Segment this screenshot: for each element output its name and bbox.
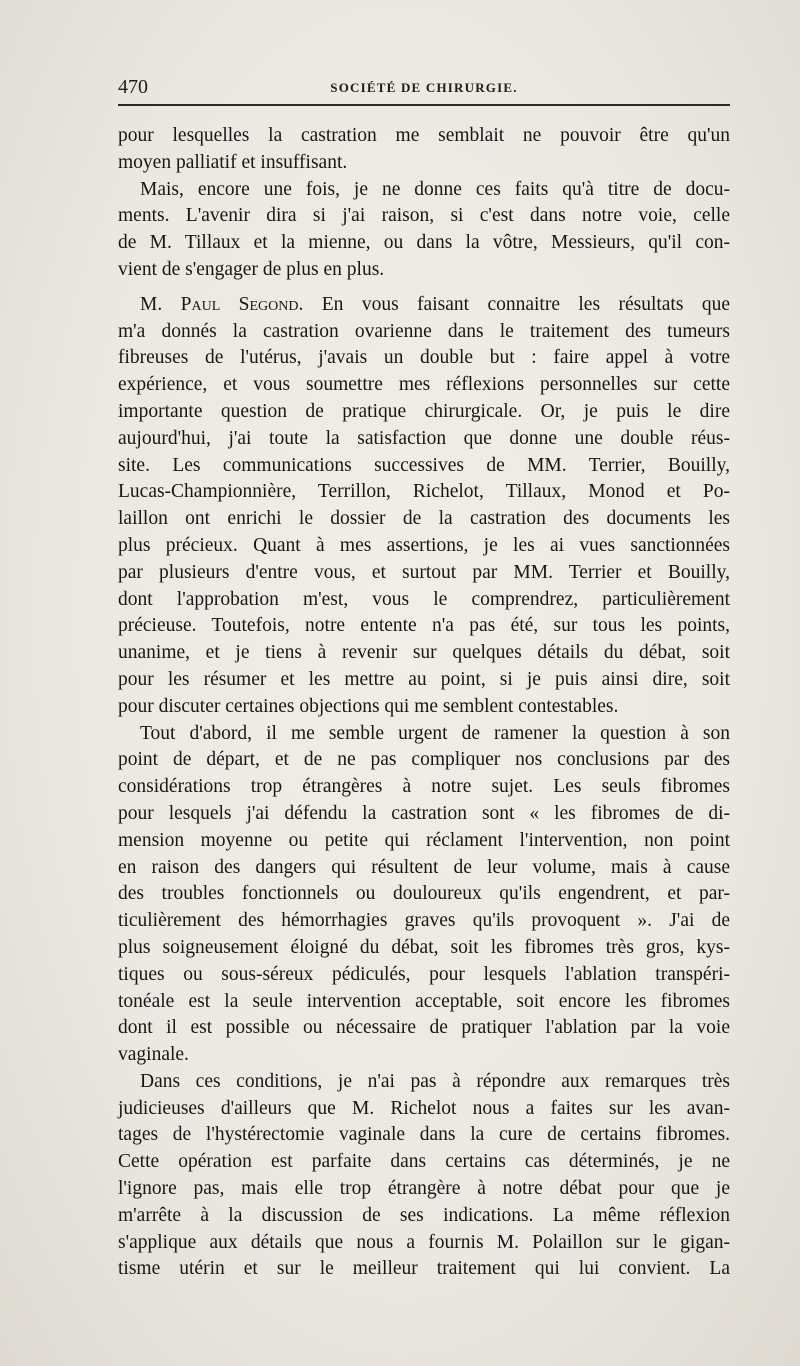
text-line: l'ignore pas, mais elle trop étrangère à notre débat pour que je bbox=[118, 1178, 730, 1200]
header-rule bbox=[118, 104, 730, 106]
text-line: mension moyenne ou petite qui réclament l'intervention, non point bbox=[118, 829, 730, 851]
text-line: m'arrête à la discussion de ses indications. La même réflexion bbox=[118, 1204, 730, 1226]
text-line: m'a donnés la castration ovarienne dans le traitement des tumeurs bbox=[118, 320, 730, 342]
text-line: expérience, et vous soumettre mes réflexions personnelles sur cette bbox=[118, 374, 730, 396]
text-line: tages de l'hystérectomie vaginale dans la cure de certains fibromes. bbox=[118, 1124, 730, 1146]
paragraph-3 bbox=[118, 292, 730, 721]
text-line: considérations trop étrangères à notre sujet. Les seuls fibromes bbox=[118, 776, 730, 798]
text-line: site. Les communications successives de MM. Terrier, Bouilly, bbox=[118, 454, 730, 476]
text-line: importante question de pratique chirurgicale. Or, je puis le dire bbox=[118, 400, 730, 422]
text-line: Tout d'abord, il me semble urgent de ramener la question à son bbox=[140, 722, 730, 744]
text-line: dont il est possible ou nécessaire de pratiquer l'ablation par la voie bbox=[118, 1017, 730, 1039]
text-line: par plusieurs d'entre vous, et surtout par MM. Terrier et Bouilly, bbox=[118, 561, 730, 583]
text-line: pour lesquels j'ai défendu la castration sont « les fibromes de di- bbox=[118, 802, 730, 824]
paragraph-4 bbox=[118, 721, 730, 1069]
text-line: vient de s'engager de plus en plus. bbox=[118, 258, 385, 280]
text-line: pour les résumer et les mettre au point, si je puis ainsi dire, soit bbox=[118, 668, 730, 690]
paragraph-2 bbox=[118, 177, 730, 284]
text-line: ments. L'avenir dira si j'ai raison, si c'est dans notre voie, celle bbox=[118, 205, 730, 227]
text-line: précieuse. Toutefois, notre entente n'a pas été, sur tous les points, bbox=[118, 615, 730, 637]
text-line: dont l'approbation m'est, vous le comprendrez, particulièrement bbox=[118, 588, 730, 610]
text-line: pour lesquelles la castration me semblait ne pouvoir être qu'un bbox=[118, 125, 730, 146]
text-line: Lucas-Championnière, Terrillon, Richelot, Tillaux, Monod et Po- bbox=[118, 481, 730, 503]
paragraph-1 bbox=[118, 123, 730, 177]
text-line: fibreuses de l'utérus, j'avais un double but : faire appel à votre bbox=[118, 347, 730, 369]
text-line: en raison des dangers qui résultent de leur volume, mais à cause bbox=[118, 856, 730, 878]
text-line: moyen palliatif et insuffisant. bbox=[118, 151, 348, 173]
text-line: En vous faisant connaitre les résultats que bbox=[321, 293, 730, 315]
text-line: aujourd'hui, j'ai toute la satisfaction que donne une double réus- bbox=[118, 427, 730, 449]
text-line: unanime, et je tiens à revenir sur quelques détails du débat, soit bbox=[118, 642, 730, 664]
text-line: Cette opération est parfaite dans certains cas déterminés, je ne bbox=[118, 1151, 730, 1173]
page-header bbox=[118, 76, 730, 100]
speaker-name: Paul Segond. bbox=[180, 293, 304, 315]
text-line: Dans ces conditions, je n'ai pas à répondre aux remarques très bbox=[140, 1070, 730, 1092]
text-line: point de départ, et de ne pas compliquer nos conclusions par des bbox=[118, 749, 730, 771]
speaker-line bbox=[118, 292, 730, 319]
text-line: Mais, encore une fois, je ne donne ces faits qu'à titre de docu- bbox=[140, 178, 730, 200]
text-line: tiques ou sous-séreux pédiculés, pour lesquels l'ablation transpéri- bbox=[118, 963, 730, 985]
text-line: tisme utérin et sur le meilleur traitement qui lui convient. La bbox=[118, 1258, 730, 1280]
text-line: judicieuses d'ailleurs que M. Richelot nous a faites sur les avan- bbox=[118, 1097, 730, 1119]
paragraph-5 bbox=[118, 1069, 730, 1283]
text-line: des troubles fonctionnels ou douloureux qu'ils engendrent, et par- bbox=[118, 883, 730, 905]
running-head: SOCIÉTÉ DE CHIRURGIE. bbox=[330, 80, 518, 95]
text-line: plus soigneusement éloigné du débat, soit les fibromes très gros, kys- bbox=[118, 936, 730, 958]
text-line: s'applique aux détails que nous a fournis M. Polaillon sur le gigan- bbox=[118, 1231, 730, 1253]
speaker-prefix: M. bbox=[140, 293, 163, 315]
text-line: vaginale. bbox=[118, 1044, 189, 1066]
text-line: laillon ont enrichi le dossier de la castration des documents les bbox=[118, 508, 730, 530]
text-line: de M. Tillaux et la mienne, ou dans la vôtre, Messieurs, qu'il con- bbox=[118, 232, 730, 254]
text-line: plus précieux. Quant à mes assertions, je les ai vues sanctionnées bbox=[118, 534, 730, 556]
text-line: tonéale est la seule intervention acceptable, soit encore les fibromes bbox=[118, 990, 730, 1012]
page-number: 470 bbox=[118, 76, 148, 98]
text-line: pour discuter certaines objections qui me semblent contestables. bbox=[118, 695, 619, 717]
text-line: ticulièrement des hémorrhagies graves qu'ils provoquent ». J'ai de bbox=[118, 910, 730, 932]
body-text bbox=[118, 123, 730, 1283]
